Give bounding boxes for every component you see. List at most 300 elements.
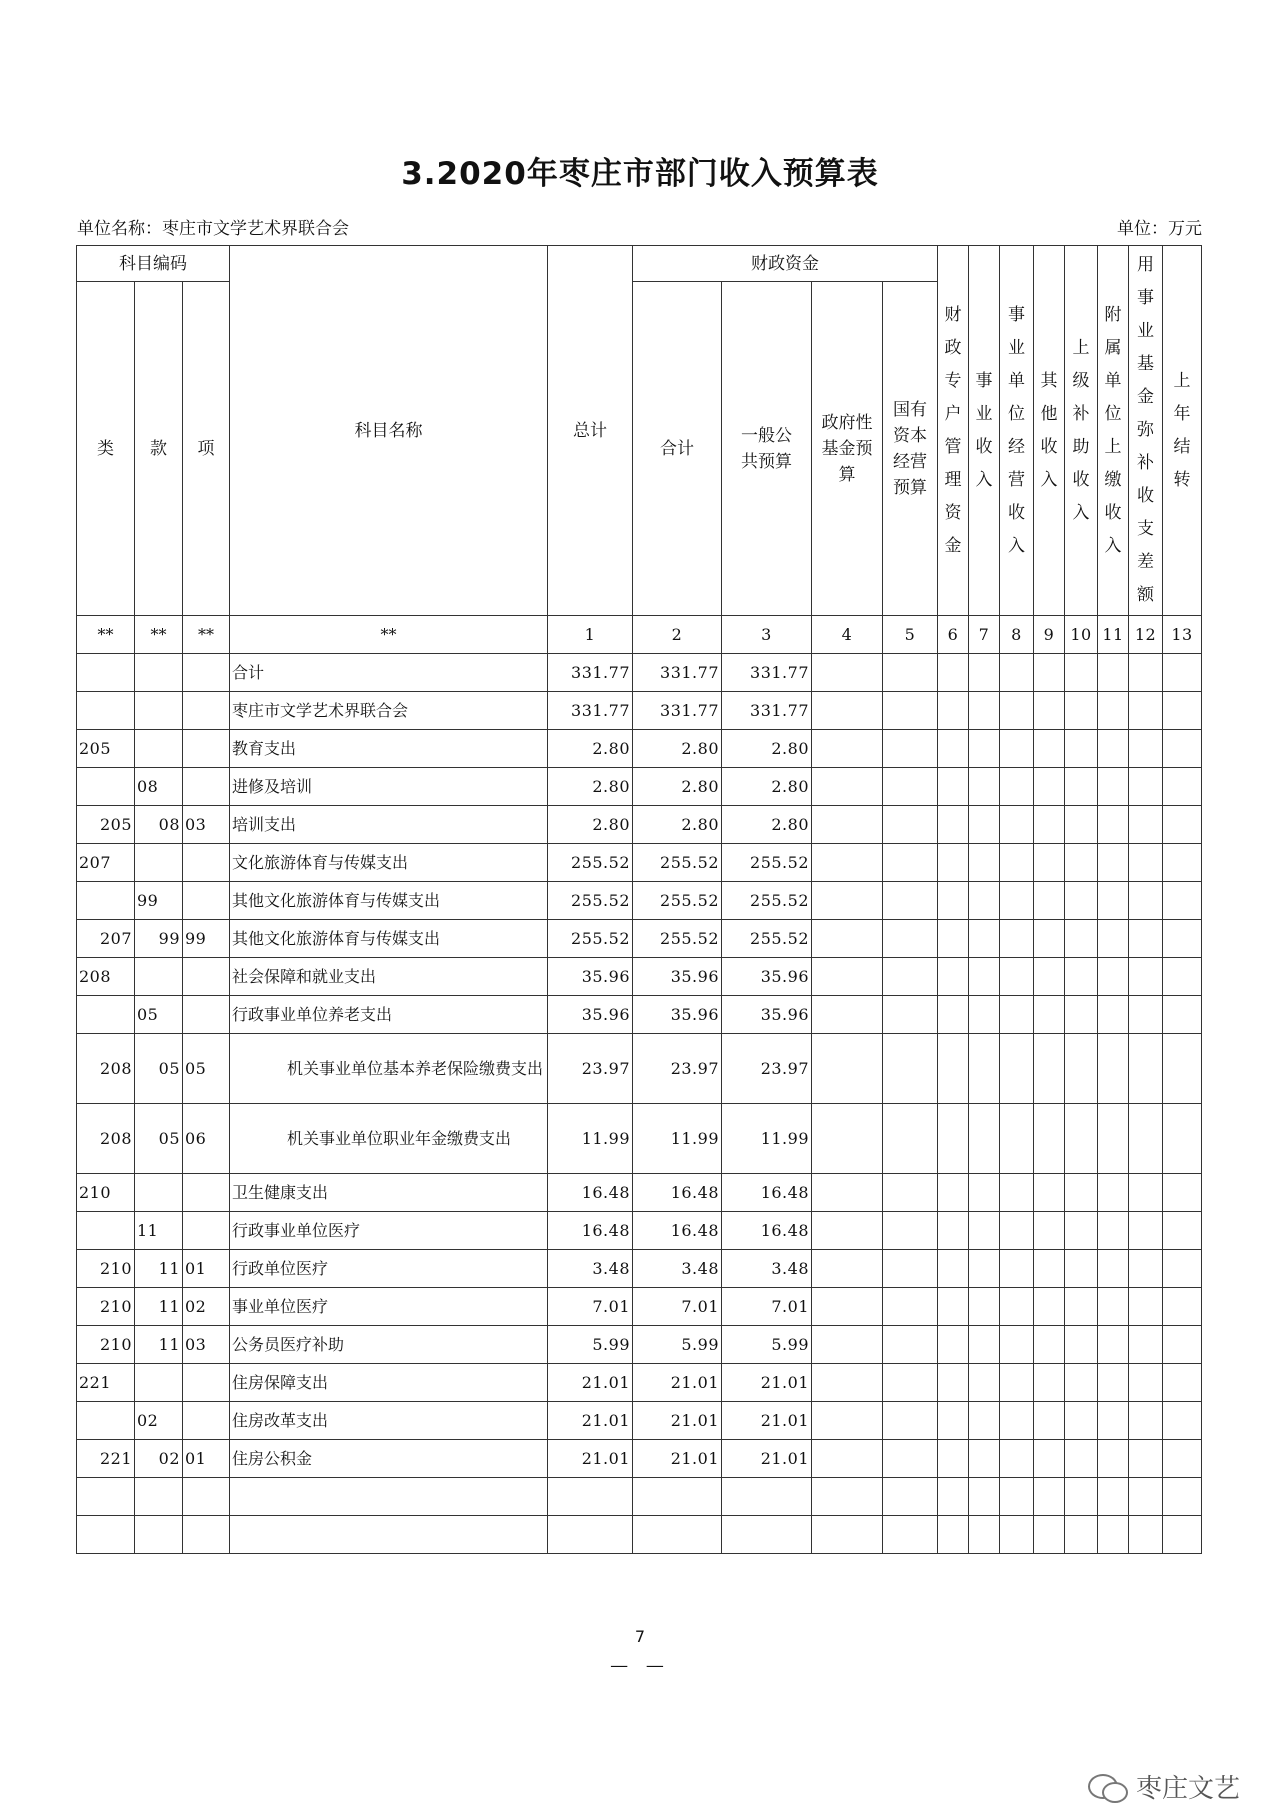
cell-subject-name: 机关事业单位职业年金缴费支出 bbox=[230, 1104, 548, 1174]
table-row bbox=[77, 958, 1202, 996]
cell-empty bbox=[1098, 996, 1129, 1034]
table-row bbox=[77, 844, 1202, 882]
cell-empty bbox=[1129, 1288, 1163, 1326]
cell-empty bbox=[1098, 1364, 1129, 1402]
table-row bbox=[77, 882, 1202, 920]
cell-total: 331.77 bbox=[548, 654, 633, 692]
table-row bbox=[77, 1174, 1202, 1212]
cell-empty bbox=[969, 1478, 1000, 1516]
cell-empty bbox=[1098, 1212, 1129, 1250]
cell-general-public bbox=[722, 1478, 812, 1516]
cell-empty bbox=[969, 1104, 1000, 1174]
cell-empty bbox=[969, 768, 1000, 806]
cell-empty bbox=[1065, 1326, 1098, 1364]
cell-empty bbox=[1098, 1402, 1129, 1440]
cell-empty bbox=[1129, 1212, 1163, 1250]
cell-kuan bbox=[135, 958, 183, 996]
table-row bbox=[77, 692, 1202, 730]
cell-lei: 205 bbox=[77, 730, 135, 768]
cell-kuan bbox=[135, 1174, 183, 1212]
cell-empty bbox=[938, 958, 969, 996]
cell-empty bbox=[969, 1440, 1000, 1478]
cell-empty bbox=[1065, 806, 1098, 844]
header-subject-code: 科目编码 bbox=[77, 246, 230, 282]
cell-empty bbox=[1163, 844, 1202, 882]
cell-empty bbox=[883, 1104, 938, 1174]
wechat-icon bbox=[1088, 1772, 1128, 1802]
cell-empty bbox=[1129, 1326, 1163, 1364]
cell-general-public: 255.52 bbox=[722, 882, 812, 920]
cell-fiscal-subtotal: 255.52 bbox=[633, 844, 722, 882]
cell-subject-name: 事业单位医疗 bbox=[230, 1288, 548, 1326]
cell-empty bbox=[1065, 1288, 1098, 1326]
cell-general-public: 2.80 bbox=[722, 730, 812, 768]
cell-lei: 221 bbox=[77, 1440, 135, 1478]
cell-empty bbox=[938, 1516, 969, 1554]
cell-total: 35.96 bbox=[548, 958, 633, 996]
header-lei: 类 bbox=[77, 282, 135, 616]
header-total: 总计 bbox=[548, 246, 633, 616]
table-row bbox=[77, 1034, 1202, 1104]
cell-empty bbox=[1000, 654, 1034, 692]
cell-subject-name: 住房公积金 bbox=[230, 1440, 548, 1478]
table-row bbox=[77, 806, 1202, 844]
table-row bbox=[77, 730, 1202, 768]
header-state-capital: 国有资本经营预算 bbox=[883, 282, 938, 616]
cell-empty bbox=[812, 1288, 883, 1326]
cell-kuan: 05 bbox=[135, 1034, 183, 1104]
cell-general-public: 255.52 bbox=[722, 920, 812, 958]
header-career-fund-gap: 用事业基金弥补收支差额 bbox=[1129, 246, 1163, 616]
cell-empty bbox=[1065, 996, 1098, 1034]
cell-empty bbox=[1129, 1174, 1163, 1212]
header-subject-name: 科目名称 bbox=[230, 246, 548, 616]
cell-empty bbox=[938, 1104, 969, 1174]
cell-empty bbox=[1065, 1250, 1098, 1288]
cell-empty bbox=[1098, 654, 1129, 692]
cell-xiang bbox=[183, 692, 230, 730]
cell-empty bbox=[1034, 1174, 1065, 1212]
cell-subject-name: 机关事业单位基本养老保险缴费支出 bbox=[230, 1034, 548, 1104]
cell-total: 255.52 bbox=[548, 844, 633, 882]
cell-empty bbox=[812, 1034, 883, 1104]
watermark-text: 枣庄文艺 bbox=[1135, 1774, 1240, 1804]
cell-subject-name: 培训支出 bbox=[230, 806, 548, 844]
cell-empty bbox=[938, 1250, 969, 1288]
cell-empty bbox=[883, 1516, 938, 1554]
cell-xiang bbox=[183, 1402, 230, 1440]
cell-empty bbox=[1163, 1104, 1202, 1174]
cell-empty bbox=[1034, 1250, 1065, 1288]
table-row bbox=[77, 1402, 1202, 1440]
cell-empty bbox=[1000, 1034, 1034, 1104]
cell-empty bbox=[1065, 768, 1098, 806]
stars-xiang: ** bbox=[183, 616, 230, 654]
page-dashes: — — bbox=[610, 1655, 670, 1676]
cell-empty bbox=[1098, 844, 1129, 882]
cell-total: 5.99 bbox=[548, 1326, 633, 1364]
cell-empty bbox=[1065, 654, 1098, 692]
col-number: 1 bbox=[548, 616, 633, 654]
cell-xiang bbox=[183, 844, 230, 882]
cell-lei: 208 bbox=[77, 1034, 135, 1104]
cell-empty bbox=[883, 996, 938, 1034]
cell-fiscal-subtotal: 331.77 bbox=[633, 654, 722, 692]
cell-empty bbox=[969, 882, 1000, 920]
cell-empty bbox=[1000, 1174, 1034, 1212]
cell-empty bbox=[1065, 1364, 1098, 1402]
cell-empty bbox=[938, 1034, 969, 1104]
cell-empty bbox=[969, 844, 1000, 882]
cell-empty bbox=[969, 806, 1000, 844]
cell-empty bbox=[883, 654, 938, 692]
cell-empty bbox=[969, 730, 1000, 768]
cell-empty bbox=[1000, 692, 1034, 730]
cell-fiscal-subtotal: 23.97 bbox=[633, 1034, 722, 1104]
cell-empty bbox=[1129, 654, 1163, 692]
cell-empty bbox=[812, 1364, 883, 1402]
cell-empty bbox=[1065, 1212, 1098, 1250]
cell-empty bbox=[1163, 996, 1202, 1034]
cell-kuan: 05 bbox=[135, 996, 183, 1034]
cell-empty bbox=[812, 1250, 883, 1288]
cell-empty bbox=[1129, 920, 1163, 958]
cell-empty bbox=[1065, 844, 1098, 882]
cell-xiang: 05 bbox=[183, 1034, 230, 1104]
cell-empty bbox=[938, 768, 969, 806]
budget-table bbox=[76, 245, 1202, 1554]
cell-total: 21.01 bbox=[548, 1364, 633, 1402]
cell-kuan: 11 bbox=[135, 1212, 183, 1250]
cell-empty bbox=[1034, 1440, 1065, 1478]
col-number: 11 bbox=[1098, 616, 1129, 654]
col-number: 8 bbox=[1000, 616, 1034, 654]
cell-empty bbox=[1129, 692, 1163, 730]
cell-general-public: 255.52 bbox=[722, 844, 812, 882]
cell-total: 3.48 bbox=[548, 1250, 633, 1288]
cell-fiscal-subtotal: 35.96 bbox=[633, 958, 722, 996]
cell-general-public: 3.48 bbox=[722, 1250, 812, 1288]
table-row bbox=[77, 920, 1202, 958]
cell-empty bbox=[883, 692, 938, 730]
cell-empty bbox=[1000, 996, 1034, 1034]
cell-xiang bbox=[183, 730, 230, 768]
cell-empty bbox=[883, 768, 938, 806]
cell-lei: 208 bbox=[77, 958, 135, 996]
cell-empty bbox=[812, 958, 883, 996]
cell-empty bbox=[883, 920, 938, 958]
cell-empty bbox=[1065, 1104, 1098, 1174]
cell-empty bbox=[1065, 882, 1098, 920]
cell-fiscal-subtotal bbox=[633, 1516, 722, 1554]
table-row bbox=[77, 996, 1202, 1034]
cell-kuan bbox=[135, 1478, 183, 1516]
cell-empty bbox=[1129, 1440, 1163, 1478]
cell-empty bbox=[1098, 1440, 1129, 1478]
cell-empty bbox=[883, 1250, 938, 1288]
cell-lei bbox=[77, 996, 135, 1034]
cell-empty bbox=[1000, 806, 1034, 844]
cell-total: 331.77 bbox=[548, 692, 633, 730]
cell-subject-name: 其他文化旅游体育与传媒支出 bbox=[230, 882, 548, 920]
cell-empty bbox=[1000, 844, 1034, 882]
table-row bbox=[77, 654, 1202, 692]
cell-empty bbox=[938, 920, 969, 958]
cell-fiscal-subtotal: 5.99 bbox=[633, 1326, 722, 1364]
cell-total: 23.97 bbox=[548, 1034, 633, 1104]
cell-subject-name bbox=[230, 1516, 548, 1554]
cell-empty bbox=[1163, 730, 1202, 768]
cell-empty bbox=[938, 1326, 969, 1364]
cell-lei bbox=[77, 1402, 135, 1440]
cell-lei: 208 bbox=[77, 1104, 135, 1174]
cell-xiang: 01 bbox=[183, 1440, 230, 1478]
cell-lei: 207 bbox=[77, 844, 135, 882]
header-fiscal-special: 财政专户管理资金 bbox=[938, 246, 969, 616]
cell-empty bbox=[1129, 1250, 1163, 1288]
cell-empty bbox=[883, 1402, 938, 1440]
cell-empty bbox=[1129, 730, 1163, 768]
cell-empty bbox=[969, 1212, 1000, 1250]
cell-empty bbox=[1000, 768, 1034, 806]
cell-empty bbox=[1034, 996, 1065, 1034]
cell-empty bbox=[812, 1174, 883, 1212]
cell-general-public bbox=[722, 1516, 812, 1554]
cell-xiang bbox=[183, 1174, 230, 1212]
cell-empty bbox=[1129, 1478, 1163, 1516]
cell-empty bbox=[938, 730, 969, 768]
cell-empty bbox=[1000, 730, 1034, 768]
table-row bbox=[77, 1516, 1202, 1554]
cell-empty bbox=[1034, 958, 1065, 996]
cell-xiang bbox=[183, 1364, 230, 1402]
cell-empty bbox=[1163, 1034, 1202, 1104]
cell-fiscal-subtotal: 16.48 bbox=[633, 1212, 722, 1250]
cell-kuan: 02 bbox=[135, 1440, 183, 1478]
cell-empty bbox=[1129, 844, 1163, 882]
header-fiscal-subtotal: 合计 bbox=[633, 282, 722, 616]
cell-empty bbox=[1065, 1516, 1098, 1554]
col-number: 9 bbox=[1034, 616, 1065, 654]
cell-empty bbox=[1034, 1288, 1065, 1326]
cell-empty bbox=[812, 882, 883, 920]
cell-empty bbox=[969, 1250, 1000, 1288]
cell-empty bbox=[1163, 1250, 1202, 1288]
cell-empty bbox=[969, 1402, 1000, 1440]
cell-empty bbox=[1065, 1034, 1098, 1104]
cell-kuan bbox=[135, 730, 183, 768]
cell-empty bbox=[1129, 882, 1163, 920]
cell-lei: 210 bbox=[77, 1250, 135, 1288]
cell-empty bbox=[969, 958, 1000, 996]
cell-empty bbox=[1163, 958, 1202, 996]
cell-total: 2.80 bbox=[548, 730, 633, 768]
cell-empty bbox=[969, 920, 1000, 958]
cell-xiang bbox=[183, 1212, 230, 1250]
cell-xiang bbox=[183, 1478, 230, 1516]
cell-empty bbox=[1034, 1104, 1065, 1174]
cell-empty bbox=[1098, 1478, 1129, 1516]
cell-empty bbox=[883, 1478, 938, 1516]
cell-general-public: 11.99 bbox=[722, 1104, 812, 1174]
cell-empty bbox=[1065, 958, 1098, 996]
cell-empty bbox=[1163, 1326, 1202, 1364]
cell-empty bbox=[883, 730, 938, 768]
cell-total bbox=[548, 1516, 633, 1554]
header-gov-fund: 政府性基金预算 bbox=[812, 282, 883, 616]
cell-empty bbox=[1129, 1104, 1163, 1174]
cell-empty bbox=[1065, 1402, 1098, 1440]
cell-lei: 210 bbox=[77, 1288, 135, 1326]
cell-empty bbox=[969, 1174, 1000, 1212]
cell-empty bbox=[1034, 1212, 1065, 1250]
cell-empty bbox=[883, 1212, 938, 1250]
cell-empty bbox=[938, 1478, 969, 1516]
cell-xiang bbox=[183, 768, 230, 806]
cell-empty bbox=[938, 844, 969, 882]
cell-empty bbox=[883, 1440, 938, 1478]
header-fiscal-funds: 财政资金 bbox=[633, 246, 938, 282]
cell-empty bbox=[1098, 730, 1129, 768]
cell-total: 11.99 bbox=[548, 1104, 633, 1174]
cell-empty bbox=[812, 996, 883, 1034]
table-row bbox=[77, 768, 1202, 806]
cell-empty bbox=[883, 1326, 938, 1364]
cell-empty bbox=[812, 1326, 883, 1364]
cell-general-public: 2.80 bbox=[722, 768, 812, 806]
cell-empty bbox=[883, 1288, 938, 1326]
cell-general-public: 331.77 bbox=[722, 692, 812, 730]
cell-empty bbox=[1000, 1250, 1034, 1288]
cell-empty bbox=[883, 1364, 938, 1402]
cell-empty bbox=[1034, 1402, 1065, 1440]
cell-empty bbox=[1129, 1034, 1163, 1104]
cell-empty bbox=[883, 1034, 938, 1104]
cell-empty bbox=[1000, 1402, 1034, 1440]
cell-subject-name: 教育支出 bbox=[230, 730, 548, 768]
cell-lei bbox=[77, 1478, 135, 1516]
cell-general-public: 21.01 bbox=[722, 1440, 812, 1478]
cell-subject-name: 进修及培训 bbox=[230, 768, 548, 806]
table-row bbox=[77, 1478, 1202, 1516]
cell-empty bbox=[812, 1212, 883, 1250]
cell-empty bbox=[1129, 1364, 1163, 1402]
cell-empty bbox=[1163, 1402, 1202, 1440]
cell-empty bbox=[969, 1288, 1000, 1326]
cell-empty bbox=[1098, 1516, 1129, 1554]
cell-empty bbox=[1065, 920, 1098, 958]
cell-empty bbox=[969, 1034, 1000, 1104]
cell-xiang: 06 bbox=[183, 1104, 230, 1174]
stars-lei: ** bbox=[77, 616, 135, 654]
cell-empty bbox=[1163, 1516, 1202, 1554]
cell-lei bbox=[77, 654, 135, 692]
cell-empty bbox=[1034, 920, 1065, 958]
cell-subject-name: 行政事业单位养老支出 bbox=[230, 996, 548, 1034]
cell-kuan bbox=[135, 844, 183, 882]
col-number: 10 bbox=[1065, 616, 1098, 654]
cell-empty bbox=[938, 1174, 969, 1212]
cell-subject-name bbox=[230, 1478, 548, 1516]
table-row bbox=[77, 1440, 1202, 1478]
cell-subject-name: 合计 bbox=[230, 654, 548, 692]
cell-lei: 205 bbox=[77, 806, 135, 844]
cell-lei: 210 bbox=[77, 1174, 135, 1212]
cell-general-public: 331.77 bbox=[722, 654, 812, 692]
table-row bbox=[77, 1326, 1202, 1364]
cell-empty bbox=[1034, 1364, 1065, 1402]
cell-empty bbox=[1000, 920, 1034, 958]
cell-empty bbox=[1065, 1174, 1098, 1212]
page-number: 7 bbox=[634, 1627, 646, 1646]
cell-kuan: 05 bbox=[135, 1104, 183, 1174]
cell-empty bbox=[1098, 1104, 1129, 1174]
cell-empty bbox=[1000, 1364, 1034, 1402]
table-row bbox=[77, 1104, 1202, 1174]
cell-empty bbox=[1098, 806, 1129, 844]
cell-empty bbox=[1163, 1212, 1202, 1250]
cell-total: 21.01 bbox=[548, 1402, 633, 1440]
unit-name: 单位名称：枣庄市文学艺术界联合会 bbox=[77, 219, 349, 239]
header-xiang: 项 bbox=[183, 282, 230, 616]
cell-general-public: 21.01 bbox=[722, 1402, 812, 1440]
cell-empty bbox=[812, 1478, 883, 1516]
cell-empty bbox=[1098, 1288, 1129, 1326]
cell-empty bbox=[1098, 958, 1129, 996]
cell-empty bbox=[1065, 692, 1098, 730]
cell-empty bbox=[1163, 654, 1202, 692]
cell-empty bbox=[883, 844, 938, 882]
cell-empty bbox=[1098, 768, 1129, 806]
cell-fiscal-subtotal: 35.96 bbox=[633, 996, 722, 1034]
cell-subject-name: 社会保障和就业支出 bbox=[230, 958, 548, 996]
cell-total: 16.48 bbox=[548, 1212, 633, 1250]
cell-kuan bbox=[135, 1516, 183, 1554]
cell-subject-name: 行政事业单位医疗 bbox=[230, 1212, 548, 1250]
cell-kuan: 99 bbox=[135, 882, 183, 920]
cell-empty bbox=[938, 806, 969, 844]
cell-empty bbox=[969, 692, 1000, 730]
cell-empty bbox=[1163, 1440, 1202, 1478]
stars-name: ** bbox=[230, 616, 548, 654]
cell-empty bbox=[1129, 1402, 1163, 1440]
cell-empty bbox=[969, 1364, 1000, 1402]
col-number: 7 bbox=[969, 616, 1000, 654]
cell-empty bbox=[938, 654, 969, 692]
cell-fiscal-subtotal: 255.52 bbox=[633, 882, 722, 920]
cell-empty bbox=[938, 1212, 969, 1250]
cell-kuan: 02 bbox=[135, 1402, 183, 1440]
cell-total: 16.48 bbox=[548, 1174, 633, 1212]
cell-empty bbox=[969, 996, 1000, 1034]
cell-total: 255.52 bbox=[548, 882, 633, 920]
cell-empty bbox=[1034, 844, 1065, 882]
cell-empty bbox=[969, 1326, 1000, 1364]
cell-kuan: 08 bbox=[135, 768, 183, 806]
table-row bbox=[77, 1364, 1202, 1402]
cell-empty bbox=[1163, 882, 1202, 920]
cell-empty bbox=[1034, 1034, 1065, 1104]
cell-empty bbox=[1129, 806, 1163, 844]
cell-empty bbox=[812, 1440, 883, 1478]
cell-xiang: 03 bbox=[183, 1326, 230, 1364]
col-number: 3 bbox=[722, 616, 812, 654]
cell-empty bbox=[812, 768, 883, 806]
cell-empty bbox=[1163, 1478, 1202, 1516]
cell-empty bbox=[1098, 1034, 1129, 1104]
cell-empty bbox=[1034, 692, 1065, 730]
cell-xiang: 03 bbox=[183, 806, 230, 844]
